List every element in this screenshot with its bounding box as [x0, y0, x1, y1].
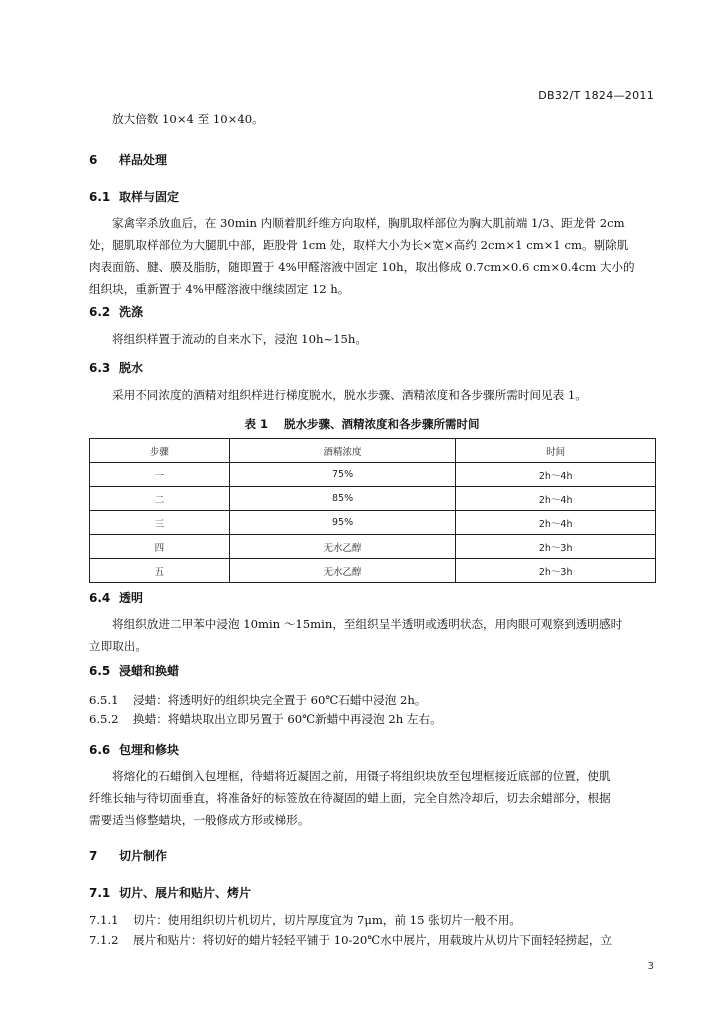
section-number: 6.3 — [89, 361, 111, 375]
table-cell: 四 — [90, 535, 230, 559]
section-title: 透明 — [119, 591, 144, 605]
clause-number: 7.1.1 — [89, 913, 119, 927]
table-cell: 2h～4h — [456, 463, 656, 487]
clause-7-1-2 — [89, 929, 612, 951]
table-cell: 95% — [229, 511, 456, 535]
paragraph-line: 将组织样置于流动的自来水下，浸泡 10h~15h。 — [112, 332, 367, 346]
column-header: 步骤 — [90, 439, 230, 463]
table-row — [90, 559, 656, 583]
table-header-row — [90, 439, 656, 463]
column-header: 酒精浓度 — [229, 439, 456, 463]
clause-6-5-2 — [89, 708, 442, 730]
section-6-3-heading — [89, 359, 143, 376]
section-7-1-heading — [89, 884, 251, 901]
table-cell: 无水乙醇 — [229, 535, 456, 559]
clause-text: 展片和贴片：将切好的蜡片轻轻平铺于 10-20℃水中展片，用载玻片从切片下面轻轻捞起，立 — [133, 933, 613, 947]
section-7-heading — [89, 847, 167, 864]
section-number: 6.5 — [89, 664, 111, 678]
table-cell: 85% — [229, 487, 456, 511]
paragraph-line: 需要适当修整蜡块，一般修成方形或梯形。 — [89, 813, 310, 827]
paragraph-line: 组织块，重新置于 4%甲醛溶液中继续固定 12 h。 — [89, 282, 350, 296]
table-cell: 三 — [90, 511, 230, 535]
table-row — [90, 511, 656, 535]
section-6-6-heading — [89, 741, 179, 758]
paragraph-line: 采用不同浓度的酒精对组织样进行梯度脱水，脱水步骤、酒精浓度和各步骤所需时间见表 1。 — [112, 388, 587, 402]
paragraph-line: 处，腿肌取样部位为大腿肌中部，距股骨 1cm 处，取样大小为长×宽×高约 2cm×1 cm×1 cm。剔除肌 — [89, 238, 629, 252]
table-caption: 表 1 脱水步骤、酒精浓度和各步骤所需时间 — [244, 417, 480, 431]
section-title: 取样与固定 — [119, 190, 180, 204]
clause-number: 6.5.2 — [89, 712, 119, 726]
clause-text: 换蜡：将蜡块取出立即另置于 60℃新蜡中再浸泡 2h 左右。 — [133, 712, 442, 726]
section-number: 6.6 — [89, 743, 111, 757]
paragraph-line: 将组织放进二甲苯中浸泡 10min ～15min，至组织呈半透明或透明状态，用肉眼可观察到透明感时 — [112, 617, 623, 631]
table-cell: 一 — [90, 463, 230, 487]
section-title: 洗涤 — [119, 305, 144, 319]
section-title: 脱水 — [119, 361, 144, 375]
table-cell: 无水乙醇 — [229, 559, 456, 583]
table-cell: 2h～3h — [456, 559, 656, 583]
paragraph-line: 纤维长轴与待切面垂直，将准备好的标签放在待凝固的蜡上面，完全自然冷却后，切去余蜡部分，根据 — [89, 791, 611, 805]
section-6-heading — [89, 151, 167, 168]
section-6-2-heading — [89, 303, 143, 320]
intro-text: 放大倍数 10×4 至 10×40。 — [112, 112, 264, 126]
table-row — [90, 535, 656, 559]
standard-code: DB32/T 1824—2011 — [538, 89, 654, 102]
table-cell: 二 — [90, 487, 230, 511]
section-number: 7 — [89, 849, 98, 863]
dehydration-table — [89, 438, 656, 583]
table-cell: 2h～4h — [456, 487, 656, 511]
table-cell: 75% — [229, 463, 456, 487]
clause-number: 7.1.2 — [89, 933, 119, 947]
paragraph-line: 家禽宰杀放血后，在 30min 内顺着肌纤维方向取样，胸肌取样部位为胸大肌前端 1/3、距龙骨 2cm — [112, 216, 625, 230]
paragraph-line: 立即取出。 — [89, 639, 147, 653]
section-6-4-heading — [89, 589, 143, 606]
section-title: 切片制作 — [119, 849, 168, 863]
section-number: 6.1 — [89, 190, 111, 204]
section-title: 样品处理 — [119, 153, 168, 167]
table-cell: 2h～3h — [456, 535, 656, 559]
section-title: 包埋和修块 — [119, 743, 180, 757]
table-row — [90, 463, 656, 487]
column-header: 时间 — [456, 439, 656, 463]
page-number: 3 — [647, 961, 654, 972]
table-cell: 2h～4h — [456, 511, 656, 535]
clause-text: 切片：使用组织切片机切片，切片厚度宜为 7μm，前 15 张切片一般不用。 — [133, 913, 521, 927]
section-title: 浸蜡和换蜡 — [119, 664, 180, 678]
section-number: 6 — [89, 153, 98, 167]
clause-7-1-1 — [89, 909, 521, 931]
clause-number: 6.5.1 — [89, 693, 119, 707]
table-row — [90, 487, 656, 511]
section-number: 6.4 — [89, 591, 111, 605]
section-number: 7.1 — [89, 886, 111, 900]
section-6-1-heading — [89, 188, 179, 205]
section-6-5-heading — [89, 662, 179, 679]
table-cell: 五 — [90, 559, 230, 583]
paragraph-line: 将熔化的石蜡倒入包埋框，待蜡将近凝固之前，用镊子将组织块放至包埋框接近底部的位置，使肌 — [112, 769, 611, 783]
section-number: 6.2 — [89, 305, 111, 319]
paragraph-line: 肉表面筋、腱、膜及脂肪，随即置于 4%甲醛溶液中固定 10h，取出修成 0.7cm×0.6 cm×0.4cm 大小的 — [89, 260, 635, 274]
section-title: 切片、展片和贴片、烤片 — [119, 886, 252, 900]
clause-text: 浸蜡：将透明好的组织块完全置于 60℃石蜡中浸泡 2h。 — [133, 693, 427, 707]
